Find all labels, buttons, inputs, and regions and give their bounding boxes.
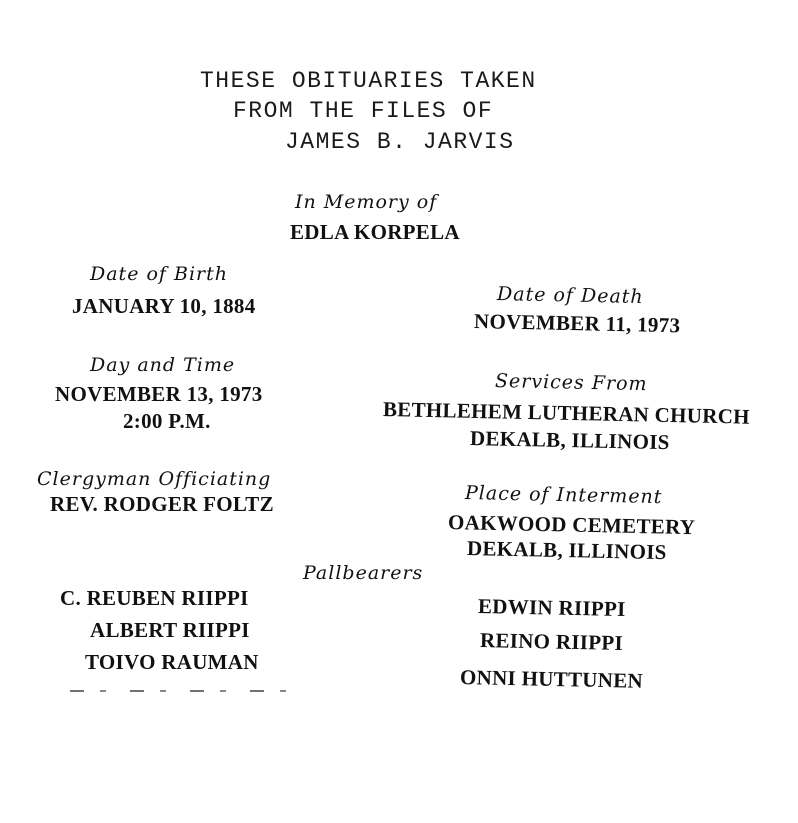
service-time: 2:00 P.M. bbox=[123, 409, 211, 433]
pallbearer-left-1: C. REUBEN RIIPPI bbox=[60, 586, 249, 610]
services-from-label: Services From bbox=[494, 370, 648, 396]
pallbearer-left-2: ALBERT RIIPPI bbox=[90, 618, 250, 642]
birth-label: Date of Birth bbox=[90, 263, 228, 285]
pallbearer-right-3: ONNI HUTTUNEN bbox=[459, 665, 644, 693]
service-time-label: Day and Time bbox=[90, 354, 236, 376]
church-name: BETHLEHEM LUTHERAN CHURCH bbox=[382, 397, 751, 429]
clergy-label: Clergyman Officiating bbox=[37, 468, 272, 490]
birth-date: JANUARY 10, 1884 bbox=[72, 294, 256, 318]
church-city: DEKALB, ILLINOIS bbox=[469, 426, 670, 455]
header-line-1: THESE OBITUARIES TAKEN bbox=[200, 68, 537, 94]
deceased-name: EDLA KORPELA bbox=[290, 220, 460, 244]
clergy-name: REV. RODGER FOLTZ bbox=[50, 492, 274, 516]
memory-label: In Memory of bbox=[295, 191, 438, 213]
pallbearer-left-3: TOIVO RAUMAN bbox=[85, 650, 259, 674]
death-date: NOVEMBER 11, 1973 bbox=[473, 309, 681, 338]
pallbearer-right-2: REINO RIIPPI bbox=[479, 628, 624, 655]
header-line-2: FROM THE FILES OF bbox=[233, 98, 494, 124]
scan-artifact-line bbox=[70, 690, 290, 692]
interment-label: Place of Interment bbox=[464, 482, 663, 509]
service-date: NOVEMBER 13, 1973 bbox=[55, 382, 263, 406]
pallbearers-label: Pallbearers bbox=[303, 562, 424, 584]
interment-city: DEKALB, ILLINOIS bbox=[466, 536, 667, 565]
pallbearer-right-1: EDWIN RIIPPI bbox=[477, 594, 626, 622]
death-label: Date of Death bbox=[496, 283, 644, 309]
interment-place: OAKWOOD CEMETERY bbox=[447, 510, 696, 540]
header-line-3: JAMES B. JARVIS bbox=[285, 129, 515, 155]
